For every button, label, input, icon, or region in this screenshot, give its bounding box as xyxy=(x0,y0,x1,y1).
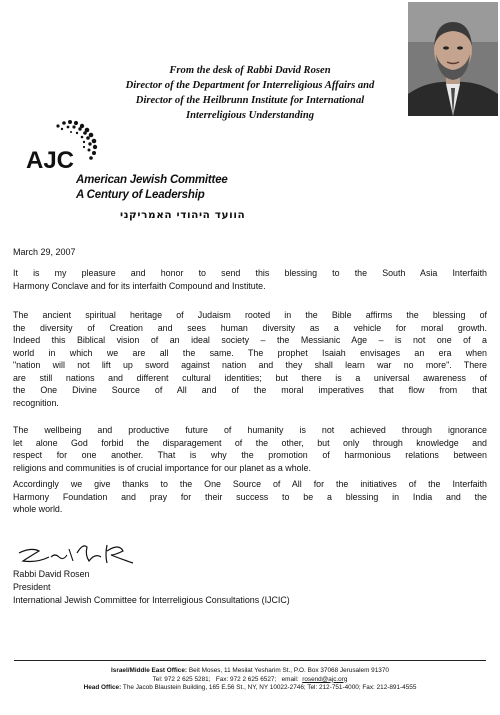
paragraph-4 xyxy=(13,478,487,516)
paragraph-line: whole world. xyxy=(13,504,63,514)
israel-office-label: Israel/Middle East Office: xyxy=(111,667,188,674)
organization-name-block xyxy=(76,173,228,203)
paragraph-line: The wellbeing and productive future of humanity is not achieved through ignorance xyxy=(13,425,487,435)
ajc-logo-text: AJC xyxy=(26,147,75,174)
header-line-2: Director of the Department for Interreligious Affairs and xyxy=(125,80,375,91)
paragraph-line: Accordingly we give thanks to the One Source of All for the initiatives of the Interfaith xyxy=(13,479,487,489)
header-line-4: Interreligious Understanding xyxy=(185,110,315,121)
footer-fax: Fax: 972 2 625 6527; xyxy=(215,675,277,683)
letter-date: March 29, 2007 xyxy=(13,247,76,257)
hebrew-organization-name: הוועד היהודי האמריקני xyxy=(120,209,246,221)
footer-israel-line xyxy=(0,667,500,676)
header-line-1: From the desk of Rabbi David Rosen xyxy=(169,65,331,76)
signer-title: President xyxy=(13,582,51,592)
organization-name: American Jewish Committee xyxy=(76,174,228,186)
footer-email-link[interactable]: rosend@ajc.org xyxy=(302,675,348,683)
signer-name: Rabbi David Rosen xyxy=(13,569,90,579)
paragraph-line: are still nations and different cultural identities; but there is a universal awareness of xyxy=(13,372,487,383)
footer-tel: Tel: 972 2 625 5281; xyxy=(152,675,211,683)
paragraph-line: recognition. xyxy=(13,397,59,408)
paragraph-line: The ancient spiritual heritage of Judaism rooted in the Bible affirms the blessing of xyxy=(13,310,487,320)
footer-contact-line xyxy=(0,676,500,685)
paragraph-line: It is my pleasure and honor to send this blessing to the South Asia Interfaith xyxy=(13,268,487,278)
paragraph-line: the One Divine Source of All and of the moral imperatives that flow from that xyxy=(13,385,487,395)
israel-office-address: Beit Moses, 11 Mesilat Yesharim St., P.O. Box 37068 Jerusalem 91370 xyxy=(188,667,389,674)
header-line-3: Director of the Heilbrunn Institute for International xyxy=(135,95,365,106)
footer-email-label: email: xyxy=(281,675,299,683)
footer-head-office-line xyxy=(0,684,500,693)
paragraph-line: the diversity of Creation and sees human diversity as a vehicle for moral growth. xyxy=(13,322,487,333)
paragraph-3 xyxy=(13,424,487,474)
organization-tagline: A Century of Leadership xyxy=(76,189,205,201)
paragraph-line: world in which we are all the same. The prophet Isaiah envisages an era when xyxy=(13,347,487,358)
portrait-photo xyxy=(408,2,498,116)
paragraph-line: Harmony Conclave and for its interfaith Compound and Institute. xyxy=(13,280,266,291)
signer-organization: International Jewish Committee for Interreligious Consultations (IJCIC) xyxy=(13,595,290,605)
paragraph-2 xyxy=(13,309,487,409)
ajc-logo xyxy=(24,118,104,178)
handwritten-signature xyxy=(15,539,155,569)
paragraph-line: Harmony Foundation and pray for their success to be a blessing in India and the xyxy=(13,491,487,502)
footer-divider xyxy=(14,660,486,661)
paragraph-line: "nation will not lift up sword against nation and they shall learn war no more". There xyxy=(13,360,487,370)
paragraph-line: respect for one another. That is why the promotion of harmonious relations between xyxy=(13,450,487,460)
paragraph-line: let alone God forbid the disparagement of the other, but only through knowledge and xyxy=(13,437,487,448)
paragraph-1 xyxy=(13,267,487,292)
paragraph-line: Indeed this Biblical vision of an ideal society – the Messianic Age – is not one of a xyxy=(13,335,487,345)
head-office-label: Head Office: xyxy=(83,684,122,692)
signature-block xyxy=(13,568,290,607)
head-office-address: The Jacob Blaustein Building, 165 E.56 St., NY, NY 10022-2746; Tel: 212-751-4000; Fax: 212-891-4555 xyxy=(122,684,417,692)
paragraph-line: religions and communities is of crucial importance for our planet as a whole. xyxy=(13,462,311,473)
footer-contact-info xyxy=(0,667,500,693)
letterhead-header xyxy=(80,63,420,123)
